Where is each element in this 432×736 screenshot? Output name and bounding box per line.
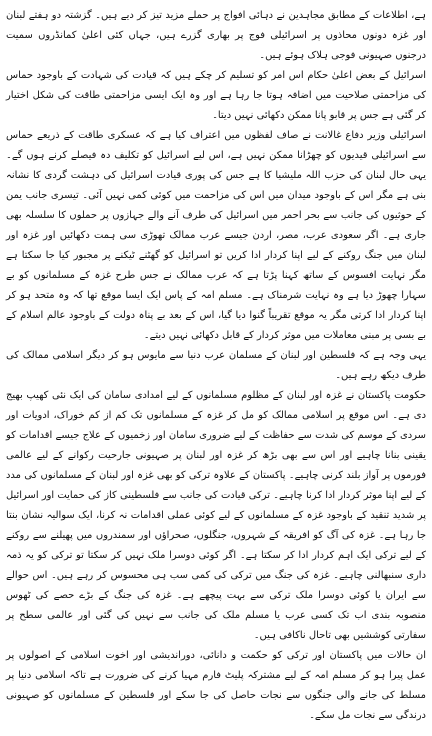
paragraph-pakistan-aid: حکومت پاکستان نے غزہ اور لبنان کے مظلوم مسلمانوں کے لیے امدادی سامان کی ایک نئی کھیپ بھیج دی ہے۔ اس موقع پر اسلامی ممالک کو مل کر غزہ کے مسلمانوں تک کم از کم خوراک، ادویات اور سردی کے موسم کی شدت سے حفاظت کے لیے ضروری سامان اور زخمیوں کے علاج جیسے اقدامات کو یقینی بنانا چاہیے اور اس سے بھی بڑھ کر غزہ اور لبنان پر صہیونی جارحیت رکوانے کے لیے عالمی فورموں پر آواز بلند کرنی چاہیے۔ پاکستان کے علاوہ ترکی کو بھی غزہ اور لبنان کے مسلمانوں کی مدد کے لیے اپنا موثر کردار ادا کرنا چاہیے۔ ترکی قیادت کی جانب سے فلسطینی کاز کی حمایت اور اسرائیل پر شدید تنقید کے باوجود غزہ کے مسلمانوں کے لیے کوئی عملی اقدامات نہ کرنا، ایک سوالیہ نشان بنتا جا رہا ہے۔ غزہ کی آگ کو افریقہ کے شہروں، جنگلوں، صحراؤں اور سمندروں میں پھیلنے سے روکنے کے لیے ترکی ایک اہم کردار ادا کر سکتا ہے۔ اگر کوئی دوسرا ملک نہیں کر سکتا تو ترکی کو یہ ذمہ داری سنبھالنی چاہیے۔ غزہ کی جنگ میں ترکی کی کمی سب ہی محسوس کر رہے ہیں۔ اس حوالے سے ایران یا کوئی دوسرا ملک ترکی سے بہت پیچھے ہے۔ غزہ کی جنگ کے بڑے حصے کی ٹھوس منصوبہ بندی اب تک کسی عرب یا مسلم ملک کی جانب سے نہیں کی گئی اور عالمی سطح پر سفارتی کوششیں بھی تاحال ناکافی ہیں۔ xyxy=(6,390,426,641)
paragraph-gallant-admission: اسرائیلی وزیر دفاع غالانت نے صاف لفظوں میں اعتراف کیا ہے کہ عسکری طاقت کے ذریعے حماس سے اسرائیلی قیدیوں کو چھڑانا ممکن نہیں ہے، اس لیے اسرائیل کو تکلیف دہ فیصلے کرنے ہوں گے۔ یہی حال لبنان کی حزب اللہ ملیشیا کا ہے جس کی پوری قیادت اسرائیل کی دہشت گردی کا نشانہ بنی ہے مگر اس کے باوجود میدان میں اس کی مزاحمت میں کوئی کمی نہیں آئی۔ تیسری جانب یمن کے حوثیوں کی جانب سے بحر احمر میں اسرائیل کی طرف آنے والے جہازوں پر حملوں کا سلسلہ بھی جاری ہے۔ اگر سعودی عرب، مصر، اردن جیسے عرب ممالک تھوڑی سی ہمت دکھائیں اور غزہ اور لبنان میں جنگ روکنے کے لیے اپنا کردار ادا کریں تو اسرائیل کو گھٹنے ٹیکنے پر مجبور کیا جا سکتا ہے مگر نہایت افسوس کے ساتھ کہنا پڑتا ہے کہ عرب ممالک نے جس طرح غزہ کے مسلمانوں کو بے سہارا چھوڑ دیا ہے وہ نہایت شرمناک ہے۔ مسلم امہ کے پاس ایک ایسا موقع تھا کہ وہ متحد ہو کر اپنا کردار ادا کرتی مگر یہ موقع تقریباً گنوا دیا گیا، اس کے بعد بے پناہ دولت کے باوجود عالم اسلام کے بے بسی پر مبنی معاملات میں موثر کردار کے قابل دکھائی نہیں دیتے۔ xyxy=(6,130,426,341)
paragraph-mujahideen-attacks: ہے، اطلاعات کے مطابق مجاہدین نے دہائی افواج پر حملے مزید تیز کر دیے ہیں۔ گزشتہ دو ہفتے لبنان اور غزہ دونوں محاذوں پر اسرائیلی فوج پر بھاری گزرے ہیں، جہاں کئی اعلیٰ کمانڈروں سمیت درجنوں صہیونی فوجی ہلاک ہوئے ہیں۔ xyxy=(6,10,426,61)
paragraph-muslim-expectations: یہی وجہ ہے کہ فلسطین اور لبنان کے مسلمان عرب دنیا سے مایوس ہو کر دیگر اسلامی ممالک کی طرف دیکھ رہے ہیں۔ xyxy=(6,350,426,381)
article-body xyxy=(6,6,426,726)
paragraph-hamas-resistance: اسرائیل کے بعض اعلیٰ حکام اس امر کو تسلیم کر چکے ہیں کہ قیادت کی شہادت کے باوجود حماس کی مزاحمتی صلاحیت میں اضافہ ہوتا جا رہا ہے اور وہ ایک ایسی مزاحمتی طاقت کی شکل اختیار کر گئی ہے جس پر قابو پانا ممکن دکھائی نہیں دیتا۔ xyxy=(6,70,426,121)
paragraph-pakistan-turkey-role: ان حالات میں پاکستان اور ترکی کو حکمت و دانائی، دوراندیشی اور اخوت اسلامی کے اصولوں پر عمل پیرا ہو کر مسلم امہ کے لیے مشترکہ پلیٹ فارم مہیا کرنے کی ضرورت ہے تاکہ اسلامی دنیا پر مسلط کی جانے والی جنگوں سے نجات حاصل کی جا سکے اور فلسطین کے مسلمانوں کو صہیونی درندگی سے نجات مل سکے۔ xyxy=(6,650,426,721)
